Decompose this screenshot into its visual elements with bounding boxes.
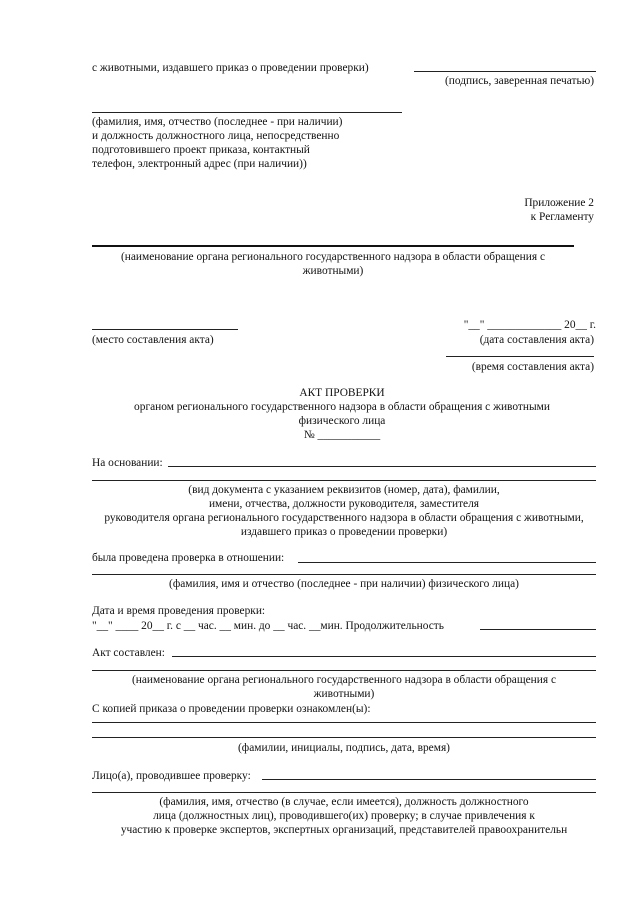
composed-field bbox=[172, 656, 596, 657]
inspectors-field bbox=[262, 779, 596, 780]
preparer-caption-3: подготовившего проект приказа, контактный bbox=[92, 144, 310, 156]
inspected-field bbox=[298, 562, 596, 563]
time-line bbox=[446, 356, 594, 357]
place-line bbox=[92, 329, 238, 330]
place-caption: (место составления акта) bbox=[92, 334, 214, 346]
inspectors-line-2 bbox=[92, 792, 596, 793]
signature-caption: (подпись, заверенная печатью) bbox=[444, 75, 594, 87]
preparer-line bbox=[92, 112, 402, 113]
inspected-caption: (фамилия, имя и отчество (последнее - при наличии) физического лица) bbox=[169, 578, 519, 590]
composed-line-2 bbox=[92, 670, 596, 671]
inspectors-label: Лицо(а), проводившее проверку: bbox=[92, 770, 251, 782]
inspectors-caption-1: (фамилия, имя, отчество (в случае, если имеется), должность должностного bbox=[159, 796, 529, 808]
preparer-caption-1: (фамилия, имя, отчество (последнее - при наличии) bbox=[92, 116, 343, 128]
authority-caption-1: (наименование органа регионального государственного надзора в области обращения с bbox=[120, 251, 546, 263]
issuer-caption-tail: с животными, издавшего приказ о проведении проверки) bbox=[92, 62, 369, 74]
preparer-caption-4: телефон, электронный адрес (при наличии)) bbox=[92, 158, 307, 170]
inspectors-caption-2: лица (должностных лиц), проводившего(их) проверку; в случае привлечения к bbox=[153, 810, 535, 822]
act-number: № ___________ bbox=[303, 429, 381, 441]
document-subtitle: органом регионального государственного надзора в области обращения с животными bbox=[134, 401, 550, 413]
inspected-label: была проведена проверка в отношении: bbox=[92, 552, 285, 564]
basis-caption-3: руководителя органа регионального государственного надзора в области обращения с животными, bbox=[104, 512, 584, 524]
date-caption: (дата составления акта) bbox=[479, 334, 594, 346]
appendix-number: Приложение 2 bbox=[524, 197, 594, 209]
datetime-label: Дата и время проведения проверки: bbox=[92, 605, 266, 617]
composed-caption-2: животными) bbox=[313, 688, 375, 700]
basis-caption-2: имени, отчества, должности руководителя, заместителя bbox=[208, 498, 480, 510]
familiarized-label: С копией приказа о проведении проверки ознакомлен(ы): bbox=[92, 703, 371, 715]
authority-line bbox=[92, 245, 574, 247]
act-date-field: "__" _____________ 20__ г. bbox=[463, 319, 596, 331]
document-subject: физического лица bbox=[298, 415, 386, 427]
basis-caption-1: (вид документа с указанием реквизитов (номер, дата), фамилии, bbox=[188, 484, 500, 496]
familiarized-caption: (фамилии, инициалы, подпись, дата, время) bbox=[238, 742, 450, 754]
authority-caption-2: животными) bbox=[302, 265, 364, 277]
familiarized-line-1 bbox=[92, 722, 596, 723]
signature-line bbox=[414, 71, 596, 72]
composed-caption-1: (наименование органа регионального государственного надзора в области обращения с bbox=[131, 674, 557, 686]
appendix-reglament: к Регламенту bbox=[530, 211, 594, 223]
composed-label: Акт составлен: bbox=[92, 647, 165, 659]
time-caption: (время составления акта) bbox=[471, 361, 594, 373]
basis-caption-4: издавшего приказ о проведении проверки) bbox=[240, 526, 448, 538]
duration-field bbox=[480, 629, 596, 630]
preparer-caption-2: и должность должностного лица, непосредственно bbox=[92, 130, 340, 142]
datetime-line: "__" ____ 20__ г. с __ час. __ мин. до __ час. __мин. Продолжительность bbox=[92, 620, 444, 632]
basis-field bbox=[168, 466, 596, 467]
document-title: АКТ ПРОВЕРКИ bbox=[299, 387, 385, 399]
basis-line-2 bbox=[92, 480, 596, 481]
inspectors-caption-3: участию к проверке экспертов, экспертных организаций, представителей правоохранительн bbox=[120, 824, 568, 836]
basis-label: На основании: bbox=[92, 457, 163, 469]
inspected-line-2 bbox=[92, 574, 596, 575]
familiarized-line-2 bbox=[92, 737, 596, 738]
